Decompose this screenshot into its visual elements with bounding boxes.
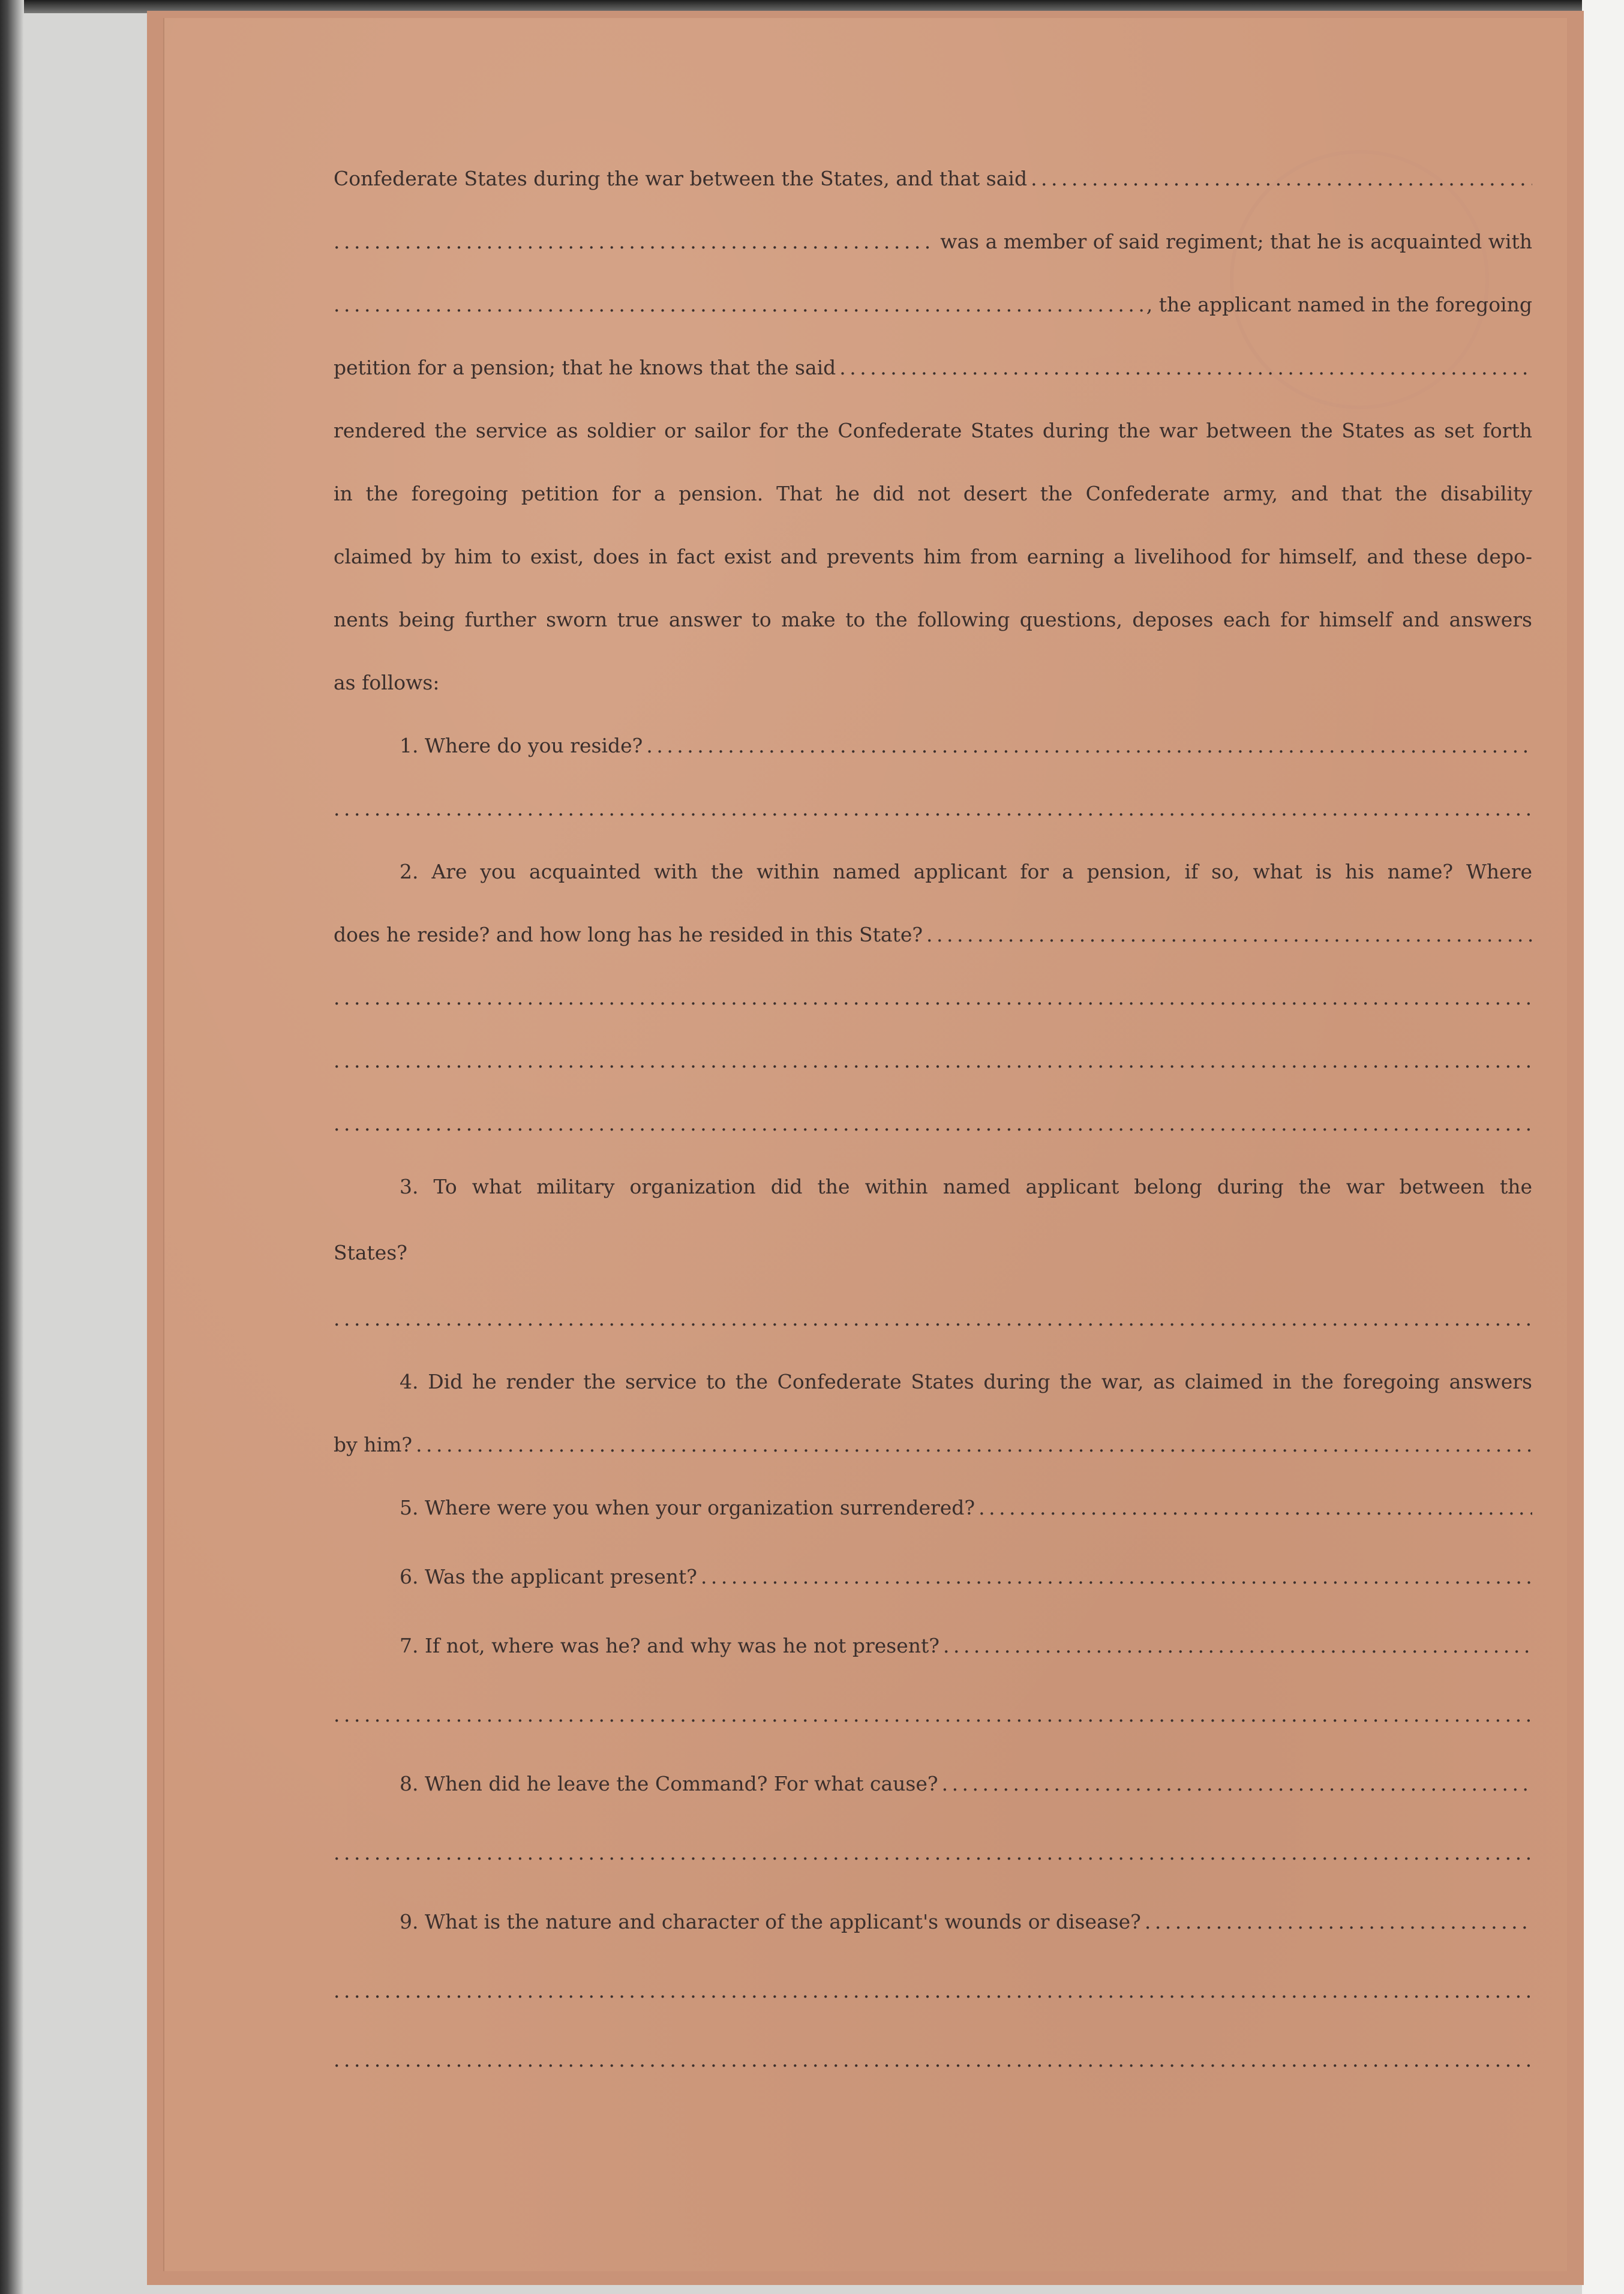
- answer-line: [334, 2042, 1532, 2078]
- question-4-cont: by him? . . .: [334, 1427, 1532, 1463]
- fill-blank[interactable]: [334, 287, 1144, 323]
- answer-line: [334, 1697, 1532, 1733]
- question-4: 4. Did he render the service to the Confederate States during the war, as claimed in the foregoing answers: [400, 1370, 1532, 1393]
- answer-blank[interactable]: [926, 917, 1532, 953]
- answer-blank[interactable]: [334, 791, 1532, 827]
- question-3-cont: States?: [334, 1241, 407, 1264]
- answer-blank[interactable]: [334, 1301, 1532, 1337]
- question-9: 9. What is the nature and character of the applicant's wounds or disease? . . .: [334, 1904, 1532, 1940]
- answer-blank[interactable]: [334, 980, 1532, 1016]
- question-1: 1. Where do you reside? . . .: [334, 728, 1532, 764]
- fill-blank[interactable]: [334, 224, 934, 260]
- answer-blank[interactable]: [942, 1766, 1532, 1802]
- question-7: 7. If not, where was he? and why was he not present? . . .: [334, 1628, 1532, 1664]
- answer-blank[interactable]: [334, 1697, 1532, 1733]
- question-8: 8. When did he leave the Command? For what cause? . . .: [334, 1766, 1532, 1802]
- intro-line-4: petition for a pension; that he knows that the said . . .: [334, 350, 1532, 386]
- intro-line-1: Confederate States during the war between the States, and that said . . .: [334, 161, 1532, 197]
- answer-blank[interactable]: [334, 1973, 1532, 2009]
- intro-line-2: . . . was a member of said regiment; that he is acquainted with: [334, 224, 1532, 260]
- answer-blank[interactable]: [978, 1490, 1532, 1526]
- answer-blank[interactable]: [701, 1559, 1532, 1595]
- answer-blank[interactable]: [416, 1427, 1532, 1463]
- answer-line: [334, 1106, 1532, 1142]
- intro-line-8: nents being further sworn true answer to make to the following questions, deposes each for himself and answers: [334, 608, 1532, 631]
- answer-blank[interactable]: [646, 728, 1532, 764]
- question-2: 2. Are you acquainted with the within named applicant for a pension, if so, what is his name? Where: [400, 860, 1532, 883]
- question-6: 6. Was the applicant present? . . .: [334, 1559, 1532, 1595]
- answer-blank[interactable]: [334, 1106, 1532, 1142]
- answer-line: [334, 1973, 1532, 2009]
- fill-blank[interactable]: [1031, 161, 1532, 197]
- answer-line: [334, 1043, 1532, 1079]
- question-5: 5. Where were you when your organization surrendered? . . .: [334, 1490, 1532, 1526]
- answer-blank[interactable]: [1145, 1904, 1532, 1940]
- answer-blank[interactable]: [943, 1628, 1532, 1664]
- scan-right-background: [1582, 0, 1624, 2294]
- intro-line-3: . . . , the applicant named in the foregoing: [334, 287, 1532, 323]
- answer-blank[interactable]: [334, 1043, 1532, 1079]
- intro-line-9: as follows:: [334, 671, 440, 694]
- intro-line-7: claimed by him to exist, does in fact exist and prevents him from earning a livelihood for himself, and these depo-: [334, 545, 1532, 568]
- answer-line: [334, 1301, 1532, 1337]
- question-2-cont: does he reside? and how long has he resided in this State? . . .: [334, 917, 1532, 953]
- answer-blank[interactable]: [334, 2042, 1532, 2078]
- answer-line: [334, 980, 1532, 1016]
- scan-left-edge: [0, 0, 24, 2294]
- answer-line: [334, 791, 1532, 827]
- form-content: [334, 161, 1532, 2078]
- intro-line-5: rendered the service as soldier or sailor for the Confederate States during the war between the States as set forth: [334, 419, 1532, 442]
- question-3: 3. To what military organization did the within named applicant belong during the war between the: [400, 1175, 1532, 1198]
- intro-line-6: in the foregoing petition for a pension. That he did not desert the Confederate army, and that the disability: [334, 482, 1532, 505]
- answer-line: [334, 1835, 1532, 1871]
- answer-blank[interactable]: [334, 1835, 1532, 1871]
- fill-blank[interactable]: [839, 350, 1532, 386]
